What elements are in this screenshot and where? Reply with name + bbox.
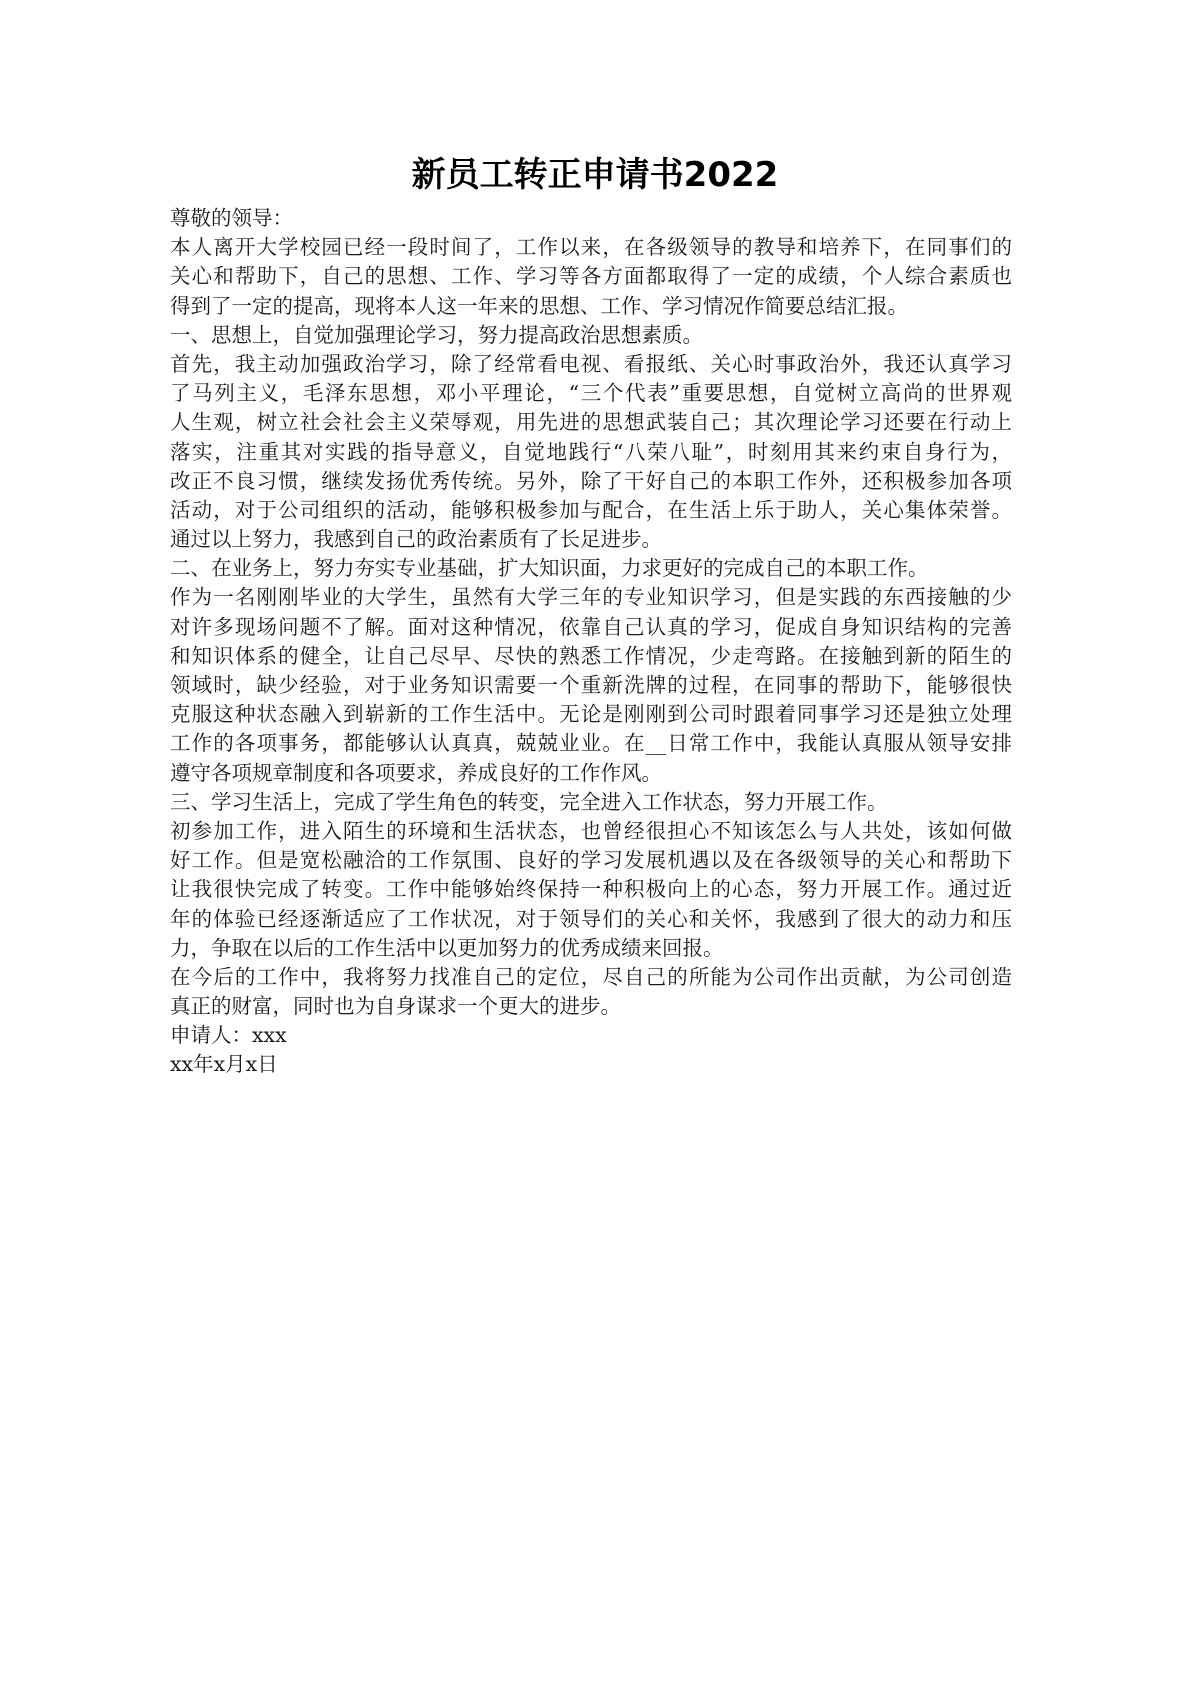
signature-date: xx年x月x日 [170, 1052, 278, 1077]
body-line: 克服这种状态融入到崭新的工作生活中。无论是刚刚到公司时跟着同事学习还是独立处理 [170, 702, 1012, 727]
body-line: 关心和帮助下，自己的思想、工作、学习等各方面都取得了一定的成绩，个人综合素质也 [170, 264, 1012, 289]
greeting-line: 尊敬的领导： [170, 206, 293, 230]
body-line: 工作的各项事务，都能够认认真真，兢兢业业。在__日常工作中，我能认真服从领导安排 [170, 731, 1012, 756]
body-line: 让我很快完成了转变。工作中能够始终保持一种积极向上的心态，努力开展工作。通过近 [170, 877, 1012, 902]
body-line: 力，争取在以后的工作生活中以更加努力的优秀成绩来回报。 [170, 935, 724, 960]
body-line: 活动，对于公司组织的活动，能够积极参加与配合，在生活上乐于助人，关心集体荣誉。 [170, 497, 1012, 522]
body-line: 初参加工作，进入陌生的环境和生活状态，也曾经很担心不知该怎么与人共处，该如何做 [170, 818, 1012, 843]
body-line: 人生观，树立社会社会主义荣辱观，用先进的思想武装自己；其次理论学习还要在行动上 [170, 410, 1012, 435]
body-paragraphs [170, 233, 1012, 1021]
body-line: 遵守各项规章制度和各项要求，养成良好的工作作风。 [170, 760, 662, 785]
body-line: 真正的财富，同时也为自身谋求一个更大的进步。 [170, 994, 621, 1019]
body-line: 通过以上努力，我感到自己的政治素质有了长足进步。 [170, 527, 662, 552]
body-line: 一、思想上，自觉加强理论学习，努力提高政治思想素质。 [170, 322, 703, 347]
body-line: 对许多现场问题不了解。面对这种情况，依靠自己认真的学习，促成自身知识结构的完善 [170, 614, 1012, 639]
applicant-signature: 申请人：xxx [170, 1023, 287, 1048]
body-line: 首先，我主动加强政治学习，除了经常看电视、看报纸、关心时事政治外，我还认真学习 [170, 351, 1012, 376]
body-line: 二、在业务上，努力夯实专业基础，扩大知识面，力求更好的完成自己的本职工作。 [170, 556, 929, 581]
body-line: 领域时，缺少经验，对于业务知识需要一个重新洗牌的过程，在同事的帮助下，能够很快 [170, 673, 1012, 697]
body-line: 本人离开大学校园已经一段时间了，工作以来，在各级领导的教导和培养下，在同事们的 [170, 235, 1012, 260]
body-line: 了马列主义，毛泽东思想，邓小平理论，“三个代表”重要思想，自觉树立高尚的世界观 [170, 381, 1012, 406]
document-title: 新员工转正申请书2022 [411, 155, 779, 195]
body-line: 改正不良习惯，继续发扬优秀传统。另外，除了干好自己的本职工作外，还积极参加各项 [170, 468, 1012, 493]
body-line: 在今后的工作中，我将努力找准自己的定位，尽自己的所能为公司作出贡献，为公司创造 [170, 964, 1012, 989]
body-line: 年的体验已经逐渐适应了工作状况，对于领导们的关心和关怀，我感到了很大的动力和压 [170, 906, 1012, 931]
body-line: 好工作。但是宽松融洽的工作氛围、良好的学习发展机遇以及在各级领导的关心和帮助下 [170, 848, 1012, 873]
body-line: 和知识体系的健全，让自己尽早、尽快的熟悉工作情况，少走弯路。在接触到新的陌生的 [170, 643, 1012, 668]
body-line: 落实，注重其对实践的指导意义，自觉地践行“八荣八耻”，时刻用其来约束自身行为， [170, 439, 1012, 464]
body-line: 得到了一定的提高，现将本人这一年来的思想、工作、学习情况作简要总结汇报。 [170, 293, 908, 318]
body-line: 三、学习生活上，完成了学生角色的转变，完全进入工作状态，努力开展工作。 [170, 789, 888, 814]
document-body [170, 204, 1012, 1080]
body-line: 作为一名刚刚毕业的大学生，虽然有大学三年的专业知识学习，但是实践的东西接触的少 [170, 585, 1012, 610]
